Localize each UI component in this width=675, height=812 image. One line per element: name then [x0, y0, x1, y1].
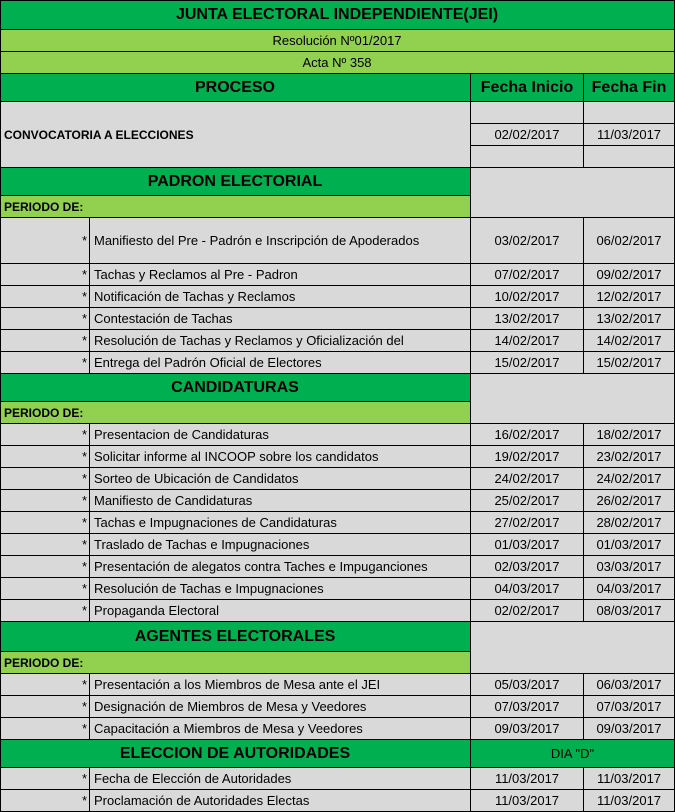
row-marker: * — [0, 512, 90, 534]
row-end: 13/02/2017 — [584, 308, 675, 330]
row-end: 14/02/2017 — [584, 330, 675, 352]
table-row — [0, 674, 675, 696]
row-marker: * — [0, 718, 90, 740]
resolution-label: Resolución Nº01/2017 — [0, 30, 675, 52]
title-row — [0, 0, 675, 30]
row-label: Presentación a los Miembros de Mesa ante el JEI — [90, 674, 471, 696]
table-row — [0, 352, 675, 374]
election-header-row — [0, 740, 675, 768]
row-end: 18/02/2017 — [584, 424, 675, 446]
row-label: Capacitación a Miembros de Mesa y Veedores — [90, 718, 471, 740]
row-label: Entrega del Padrón Oficial de Electores — [90, 352, 471, 374]
row-start: 27/02/2017 — [471, 512, 584, 534]
acta-label: Acta Nº 358 — [0, 52, 675, 74]
table-row — [0, 718, 675, 740]
row-marker: * — [0, 308, 90, 330]
table-row — [0, 790, 675, 812]
row-marker: * — [0, 600, 90, 622]
row-start: 03/02/2017 — [471, 218, 584, 264]
row-label: Manifiesto de Candidaturas — [90, 490, 471, 512]
table-row — [0, 264, 675, 286]
section-header-row — [0, 374, 675, 402]
table-row — [0, 768, 675, 790]
row-end: 28/02/2017 — [584, 512, 675, 534]
row-end: 24/02/2017 — [584, 468, 675, 490]
row-marker: * — [0, 556, 90, 578]
row-marker: * — [0, 490, 90, 512]
table-row — [0, 490, 675, 512]
row-marker: * — [0, 768, 90, 790]
row-start: 04/03/2017 — [471, 578, 584, 600]
row-start: 11/03/2017 — [471, 790, 584, 812]
row-end: 11/03/2017 — [584, 790, 675, 812]
period-row — [0, 196, 675, 218]
table-row — [0, 512, 675, 534]
period-label: PERIODO DE: — [0, 652, 471, 674]
table-row — [0, 696, 675, 718]
row-start: 05/03/2017 — [471, 674, 584, 696]
section-title: AGENTES ELECTORALES — [0, 622, 471, 652]
row-marker: * — [0, 264, 90, 286]
table-row — [0, 218, 675, 264]
row-marker: * — [0, 696, 90, 718]
row-end: 06/03/2017 — [584, 674, 675, 696]
convocatoria-start-blank — [471, 102, 584, 124]
row-start: 16/02/2017 — [471, 424, 584, 446]
row-start: 02/03/2017 — [471, 556, 584, 578]
row-start: 24/02/2017 — [471, 468, 584, 490]
row-start: 13/02/2017 — [471, 308, 584, 330]
row-marker: * — [0, 424, 90, 446]
col-fecha-fin: Fecha Fin — [584, 74, 675, 102]
row-end: 15/02/2017 — [584, 352, 675, 374]
row-start: 02/02/2017 — [471, 600, 584, 622]
row-marker: * — [0, 534, 90, 556]
row-start: 11/03/2017 — [471, 768, 584, 790]
row-label: Fecha de Elección de Autoridades — [90, 768, 471, 790]
row-end: 03/03/2017 — [584, 556, 675, 578]
row-label: Traslado de Tachas e Impugnaciones — [90, 534, 471, 556]
row-marker: * — [0, 578, 90, 600]
table-row — [0, 308, 675, 330]
row-start: 09/03/2017 — [471, 718, 584, 740]
row-start: 07/03/2017 — [471, 696, 584, 718]
table-row — [0, 424, 675, 446]
row-end: 23/02/2017 — [584, 446, 675, 468]
row-end: 09/02/2017 — [584, 264, 675, 286]
row-marker: * — [0, 352, 90, 374]
col-fecha-inicio: Fecha Inicio — [471, 74, 584, 102]
row-label: Resolución de Tachas y Reclamos y Oficialización del — [90, 330, 471, 352]
election-day-label: DIA "D" — [471, 740, 675, 768]
convocatoria-start: 02/02/2017 — [471, 124, 584, 146]
row-label: Contestación de Tachas — [90, 308, 471, 330]
row-start: 07/02/2017 — [471, 264, 584, 286]
period-label: PERIODO DE: — [0, 196, 471, 218]
period-label: PERIODO DE: — [0, 402, 471, 424]
section-title: CANDIDATURAS — [0, 374, 471, 402]
col-proceso: PROCESO — [0, 74, 471, 102]
row-label: Presentacion de Candidaturas — [90, 424, 471, 446]
acta-row — [0, 52, 675, 74]
row-label: Propaganda Electoral — [90, 600, 471, 622]
table-row — [0, 556, 675, 578]
column-header-row — [0, 74, 675, 102]
row-label: Presentación de alegatos contra Taches e Impuganciones — [90, 556, 471, 578]
table-row — [0, 578, 675, 600]
row-label: Tachas e Impugnaciones de Candidaturas — [90, 512, 471, 534]
row-label: Notificación de Tachas y Reclamos — [90, 286, 471, 308]
row-marker: * — [0, 286, 90, 308]
row-start: 25/02/2017 — [471, 490, 584, 512]
row-end: 26/02/2017 — [584, 490, 675, 512]
convocatoria-end: 11/03/2017 — [584, 124, 675, 146]
row-end: 09/03/2017 — [584, 718, 675, 740]
period-row — [0, 652, 675, 674]
row-label: Resolución de Tachas e Impugnaciones — [90, 578, 471, 600]
row-label: Manifiesto del Pre - Padrón e Inscripción de Apoderados — [90, 218, 471, 264]
resolution-row — [0, 30, 675, 52]
row-marker: * — [0, 218, 90, 264]
row-end: 01/03/2017 — [584, 534, 675, 556]
row-marker: * — [0, 674, 90, 696]
table-row — [0, 534, 675, 556]
row-start: 01/03/2017 — [471, 534, 584, 556]
convocatoria-end-blank-2 — [584, 146, 675, 168]
row-label: Tachas y Reclamos al Pre - Padron — [90, 264, 471, 286]
row-end: 06/02/2017 — [584, 218, 675, 264]
table-row — [0, 330, 675, 352]
table-title: JUNTA ELECTORAL INDEPENDIENTE(JEI) — [0, 0, 675, 30]
convocatoria-row — [0, 102, 675, 168]
convocatoria-label: CONVOCATORIA A ELECCIONES — [0, 102, 471, 168]
row-start: 19/02/2017 — [471, 446, 584, 468]
row-end: 07/03/2017 — [584, 696, 675, 718]
table-row — [0, 600, 675, 622]
election-title: ELECCION DE AUTORIDADES — [0, 740, 471, 768]
convocatoria-end-blank — [584, 102, 675, 124]
row-label: Sorteo de Ubicación de Candidatos — [90, 468, 471, 490]
section-header-row — [0, 168, 675, 196]
row-marker: * — [0, 468, 90, 490]
row-label: Proclamación de Autoridades Electas — [90, 790, 471, 812]
table-row — [0, 446, 675, 468]
row-label: Designación de Miembros de Mesa y Veedores — [90, 696, 471, 718]
row-end: 12/02/2017 — [584, 286, 675, 308]
row-start: 10/02/2017 — [471, 286, 584, 308]
table-row — [0, 468, 675, 490]
convocatoria-start-blank-2 — [471, 146, 584, 168]
row-end: 11/03/2017 — [584, 768, 675, 790]
period-row — [0, 402, 675, 424]
table-row — [0, 286, 675, 308]
row-marker: * — [0, 446, 90, 468]
row-start: 15/02/2017 — [471, 352, 584, 374]
row-end: 04/03/2017 — [584, 578, 675, 600]
row-marker: * — [0, 330, 90, 352]
row-end: 08/03/2017 — [584, 600, 675, 622]
section-title: PADRON ELECTORIAL — [0, 168, 471, 196]
row-label: Solicitar informe al INCOOP sobre los candidatos — [90, 446, 471, 468]
section-header-row — [0, 622, 675, 652]
row-start: 14/02/2017 — [471, 330, 584, 352]
row-marker: * — [0, 790, 90, 812]
